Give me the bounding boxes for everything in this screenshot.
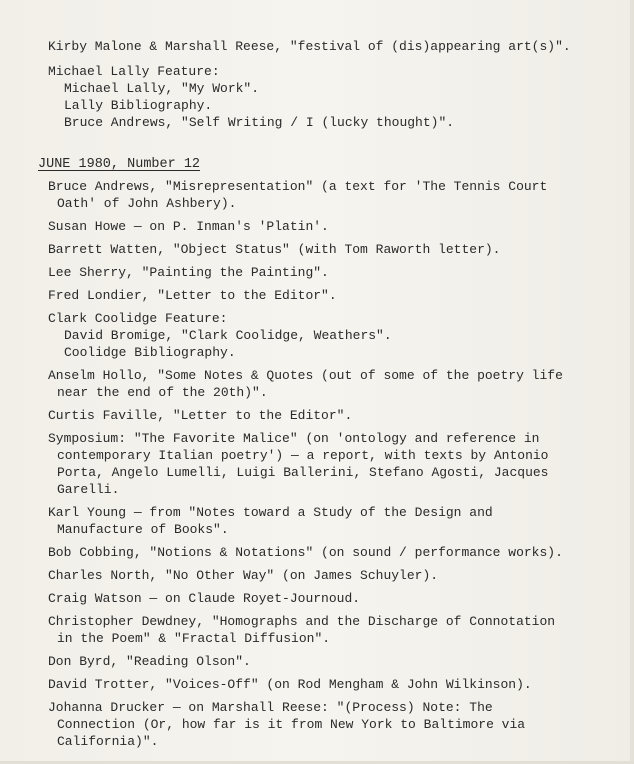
list-item (48, 287, 618, 304)
entry-line: Don Byrd, "Reading Olson". (48, 654, 251, 669)
list-item (48, 504, 618, 538)
entry-text (48, 367, 618, 401)
entry-line: California)". (57, 734, 159, 749)
entry-line: contemporary Italian poetry') — a report, with texts by Antonio (57, 448, 549, 463)
list-item (48, 38, 618, 55)
entry-line: Symposium: "The Favorite Malice" (on 'ontology and reference in (48, 431, 540, 446)
list-item (48, 676, 618, 693)
entry-text (48, 567, 618, 584)
list-item (48, 590, 618, 607)
issue-contents (48, 178, 618, 750)
entry-line: Kirby Malone & Marshall Reese, "festival of (dis)appearing art(s)". (48, 39, 571, 54)
entry-text (48, 63, 618, 80)
list-item (48, 367, 618, 401)
entry-text (48, 264, 618, 281)
top-section (48, 38, 618, 131)
list-item (48, 653, 618, 670)
issue-title: JUNE 1980, Number 12 (38, 157, 201, 172)
entry-line: Garelli. (57, 482, 120, 497)
entry-line: Oath' of John Ashbery). (57, 196, 237, 211)
entry-line: near the end of the 20th)". (57, 385, 268, 400)
entry-text (48, 38, 618, 55)
issue-heading-wrap (38, 156, 618, 173)
list-item (48, 310, 618, 361)
list-item (48, 241, 618, 258)
entry-text (48, 241, 618, 258)
entry-text (48, 430, 618, 498)
entry-line: Clark Coolidge Feature: (48, 311, 228, 326)
entry-text (48, 310, 618, 327)
entry-line: Karl Young — from "Notes toward a Study of the Design and (48, 505, 493, 520)
entry-text (48, 504, 618, 538)
entry-line: Manufacture of Books". (57, 522, 229, 537)
entry-text (48, 178, 618, 212)
sub-entry: David Bromige, "Clark Coolidge, Weathers". (64, 328, 392, 343)
list-item (48, 218, 618, 235)
entry-line: Curtis Faville, "Letter to the Editor". (48, 408, 353, 423)
entry-text (48, 590, 618, 607)
sub-entry: Bruce Andrews, "Self Writing / I (lucky thought)". (64, 115, 455, 130)
list-item (48, 430, 618, 498)
entry-line: Christopher Dewdney, "Homographs and the Discharge of Connotation (48, 614, 556, 629)
list-item (48, 407, 618, 424)
entry-line: Susan Howe — on P. Inman's 'Platin'. (48, 219, 329, 234)
list-item (48, 567, 618, 584)
entry-text (48, 613, 618, 647)
entry-text (48, 218, 618, 235)
list-item (48, 178, 618, 212)
sub-entry: Michael Lally, "My Work". (64, 81, 260, 96)
entry-text (48, 544, 618, 561)
entry-line: Bob Cobbing, "Notions & Notations" (on sound / performance works). (48, 545, 563, 560)
list-item (48, 544, 618, 561)
sub-entry: Lally Bibliography. (64, 98, 213, 113)
document-body (38, 38, 618, 756)
entry-line: Bruce Andrews, "Misrepresentation" (a text for 'The Tennis Court (48, 179, 548, 194)
entry-line: Craig Watson — on Claude Royet-Journoud. (48, 591, 361, 606)
entry-line: Johanna Drucker — on Marshall Reese: "(Process) Note: The (48, 700, 493, 715)
list-item (48, 264, 618, 281)
entry-text (48, 676, 618, 693)
entry-text (48, 407, 618, 424)
entry-text (48, 653, 618, 670)
entry-line: Charles North, "No Other Way" (on James Schuyler). (48, 568, 439, 583)
entry-text (48, 287, 618, 304)
list-item (48, 63, 618, 131)
entry-line: Barrett Watten, "Object Status" (with Tom Raworth letter). (48, 242, 501, 257)
entry-line: Connection (Or, how far is it from New York to Baltimore via (57, 717, 526, 732)
list-item (48, 613, 618, 647)
entry-text (48, 699, 618, 750)
page-right-edge (630, 0, 634, 764)
entry-line: Lee Sherry, "Painting the Painting". (48, 265, 329, 280)
entry-line: in the Poem" & "Fractal Diffusion". (57, 631, 331, 646)
entry-line: Anselm Hollo, "Some Notes & Quotes (out of some of the poetry life (48, 368, 563, 383)
entry-line: Fred Londier, "Letter to the Editor". (48, 288, 337, 303)
list-item (48, 699, 618, 750)
sub-entry: Coolidge Bibliography. (64, 345, 236, 360)
entry-line: Michael Lally Feature: (48, 64, 220, 79)
entry-line: David Trotter, "Voices-Off" (on Rod Mengham & John Wilkinson). (48, 677, 532, 692)
entry-line: Porta, Angelo Lumelli, Luigi Ballerini, Stefano Agosti, Jacques (57, 465, 549, 480)
